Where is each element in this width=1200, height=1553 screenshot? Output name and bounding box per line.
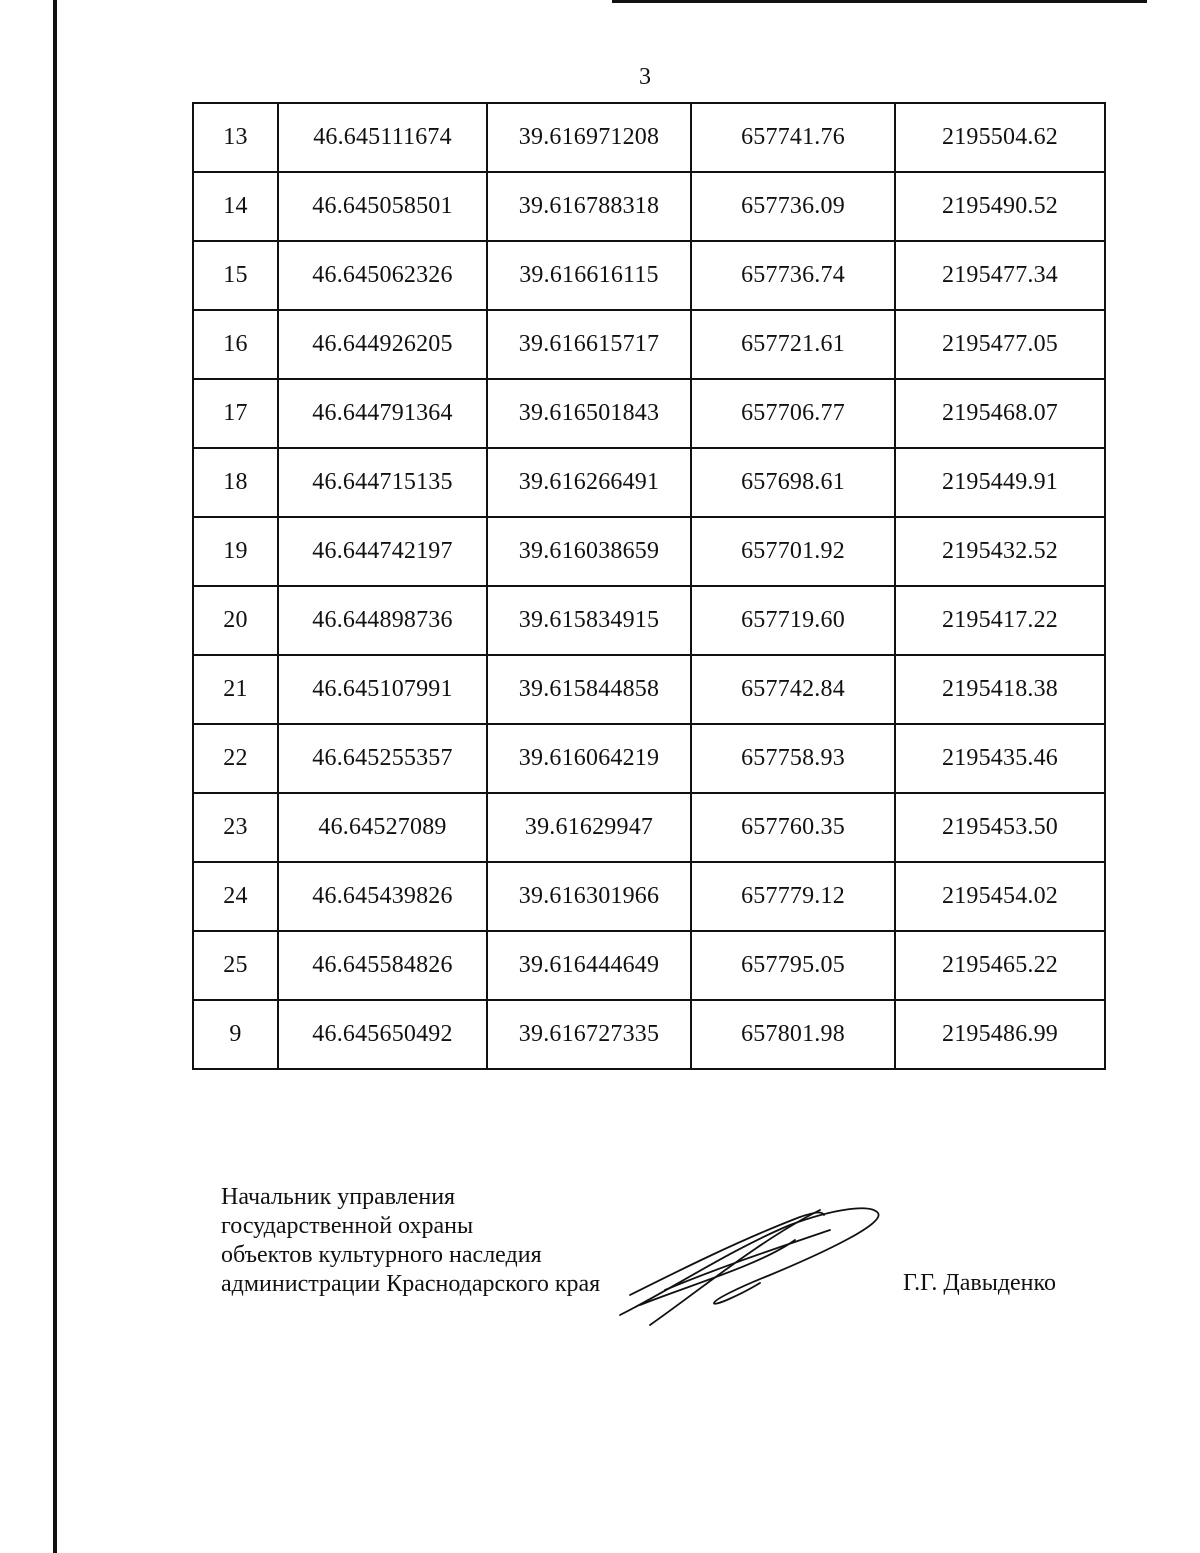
y-coordinate-cell: 2195504.62 bbox=[895, 103, 1105, 172]
x-coordinate-cell: 657701.92 bbox=[691, 517, 895, 586]
page-number: 3 bbox=[639, 64, 651, 90]
latitude-cell: 46.645062326 bbox=[278, 241, 487, 310]
table-row bbox=[193, 448, 1105, 517]
latitude-cell: 46.645058501 bbox=[278, 172, 487, 241]
longitude-cell: 39.616301966 bbox=[487, 862, 691, 931]
table-row bbox=[193, 1000, 1105, 1069]
position-line: Начальник управления bbox=[221, 1184, 456, 1210]
point-number-cell: 24 bbox=[193, 862, 278, 931]
y-coordinate-cell: 2195417.22 bbox=[895, 586, 1105, 655]
longitude-cell: 39.616616115 bbox=[487, 241, 691, 310]
y-coordinate-cell: 2195454.02 bbox=[895, 862, 1105, 931]
longitude-cell: 39.616064219 bbox=[487, 724, 691, 793]
signatory-name: Г.Г. Давыденко bbox=[903, 1270, 1056, 1296]
table-row bbox=[193, 793, 1105, 862]
longitude-cell: 39.61629947 bbox=[487, 793, 691, 862]
y-coordinate-cell: 2195486.99 bbox=[895, 1000, 1105, 1069]
x-coordinate-cell: 657758.93 bbox=[691, 724, 895, 793]
latitude-cell: 46.645439826 bbox=[278, 862, 487, 931]
position-line: объектов культурного наследия bbox=[221, 1242, 542, 1268]
point-number-cell: 19 bbox=[193, 517, 278, 586]
point-number-cell: 16 bbox=[193, 310, 278, 379]
table-row bbox=[193, 517, 1105, 586]
longitude-cell: 39.615834915 bbox=[487, 586, 691, 655]
latitude-cell: 46.644926205 bbox=[278, 310, 487, 379]
scan-edge-top bbox=[612, 0, 1147, 3]
signatory-position bbox=[221, 1183, 600, 1299]
y-coordinate-cell: 2195449.91 bbox=[895, 448, 1105, 517]
x-coordinate-cell: 657736.09 bbox=[691, 172, 895, 241]
longitude-cell: 39.616971208 bbox=[487, 103, 691, 172]
x-coordinate-cell: 657706.77 bbox=[691, 379, 895, 448]
y-coordinate-cell: 2195435.46 bbox=[895, 724, 1105, 793]
latitude-cell: 46.645111674 bbox=[278, 103, 487, 172]
handwritten-signature bbox=[610, 1195, 890, 1335]
point-number-cell: 21 bbox=[193, 655, 278, 724]
point-number-cell: 15 bbox=[193, 241, 278, 310]
y-coordinate-cell: 2195490.52 bbox=[895, 172, 1105, 241]
table-row bbox=[193, 655, 1105, 724]
longitude-cell: 39.616038659 bbox=[487, 517, 691, 586]
point-number-cell: 20 bbox=[193, 586, 278, 655]
table-row bbox=[193, 310, 1105, 379]
x-coordinate-cell: 657779.12 bbox=[691, 862, 895, 931]
point-number-cell: 25 bbox=[193, 931, 278, 1000]
x-coordinate-cell: 657741.76 bbox=[691, 103, 895, 172]
table-row bbox=[193, 862, 1105, 931]
x-coordinate-cell: 657721.61 bbox=[691, 310, 895, 379]
x-coordinate-cell: 657795.05 bbox=[691, 931, 895, 1000]
y-coordinate-cell: 2195432.52 bbox=[895, 517, 1105, 586]
longitude-cell: 39.616727335 bbox=[487, 1000, 691, 1069]
latitude-cell: 46.644791364 bbox=[278, 379, 487, 448]
y-coordinate-cell: 2195477.34 bbox=[895, 241, 1105, 310]
point-number-cell: 13 bbox=[193, 103, 278, 172]
latitude-cell: 46.645255357 bbox=[278, 724, 487, 793]
longitude-cell: 39.616615717 bbox=[487, 310, 691, 379]
latitude-cell: 46.645584826 bbox=[278, 931, 487, 1000]
point-number-cell: 23 bbox=[193, 793, 278, 862]
position-line: государственной охраны bbox=[221, 1213, 474, 1239]
y-coordinate-cell: 2195477.05 bbox=[895, 310, 1105, 379]
y-coordinate-cell: 2195468.07 bbox=[895, 379, 1105, 448]
x-coordinate-cell: 657760.35 bbox=[691, 793, 895, 862]
position-line: администрации Краснодарского края bbox=[221, 1271, 601, 1297]
longitude-cell: 39.616444649 bbox=[487, 931, 691, 1000]
latitude-cell: 46.644898736 bbox=[278, 586, 487, 655]
table-row bbox=[193, 103, 1105, 172]
x-coordinate-cell: 657698.61 bbox=[691, 448, 895, 517]
x-coordinate-cell: 657742.84 bbox=[691, 655, 895, 724]
x-coordinate-cell: 657801.98 bbox=[691, 1000, 895, 1069]
table-row bbox=[193, 172, 1105, 241]
coordinates-table bbox=[192, 102, 1106, 1070]
y-coordinate-cell: 2195465.22 bbox=[895, 931, 1105, 1000]
scan-edge-left bbox=[53, 0, 57, 1553]
latitude-cell: 46.645107991 bbox=[278, 655, 487, 724]
point-number-cell: 22 bbox=[193, 724, 278, 793]
x-coordinate-cell: 657736.74 bbox=[691, 241, 895, 310]
latitude-cell: 46.645650492 bbox=[278, 1000, 487, 1069]
point-number-cell: 18 bbox=[193, 448, 278, 517]
table-row bbox=[193, 241, 1105, 310]
y-coordinate-cell: 2195453.50 bbox=[895, 793, 1105, 862]
table-row bbox=[193, 724, 1105, 793]
table-row bbox=[193, 931, 1105, 1000]
x-coordinate-cell: 657719.60 bbox=[691, 586, 895, 655]
latitude-cell: 46.64527089 bbox=[278, 793, 487, 862]
point-number-cell: 14 bbox=[193, 172, 278, 241]
table-row bbox=[193, 586, 1105, 655]
latitude-cell: 46.644742197 bbox=[278, 517, 487, 586]
latitude-cell: 46.644715135 bbox=[278, 448, 487, 517]
point-number-cell: 9 bbox=[193, 1000, 278, 1069]
point-number-cell: 17 bbox=[193, 379, 278, 448]
table-row bbox=[193, 379, 1105, 448]
longitude-cell: 39.616266491 bbox=[487, 448, 691, 517]
longitude-cell: 39.616788318 bbox=[487, 172, 691, 241]
longitude-cell: 39.616501843 bbox=[487, 379, 691, 448]
longitude-cell: 39.615844858 bbox=[487, 655, 691, 724]
coordinates-table-body bbox=[193, 103, 1105, 1069]
y-coordinate-cell: 2195418.38 bbox=[895, 655, 1105, 724]
